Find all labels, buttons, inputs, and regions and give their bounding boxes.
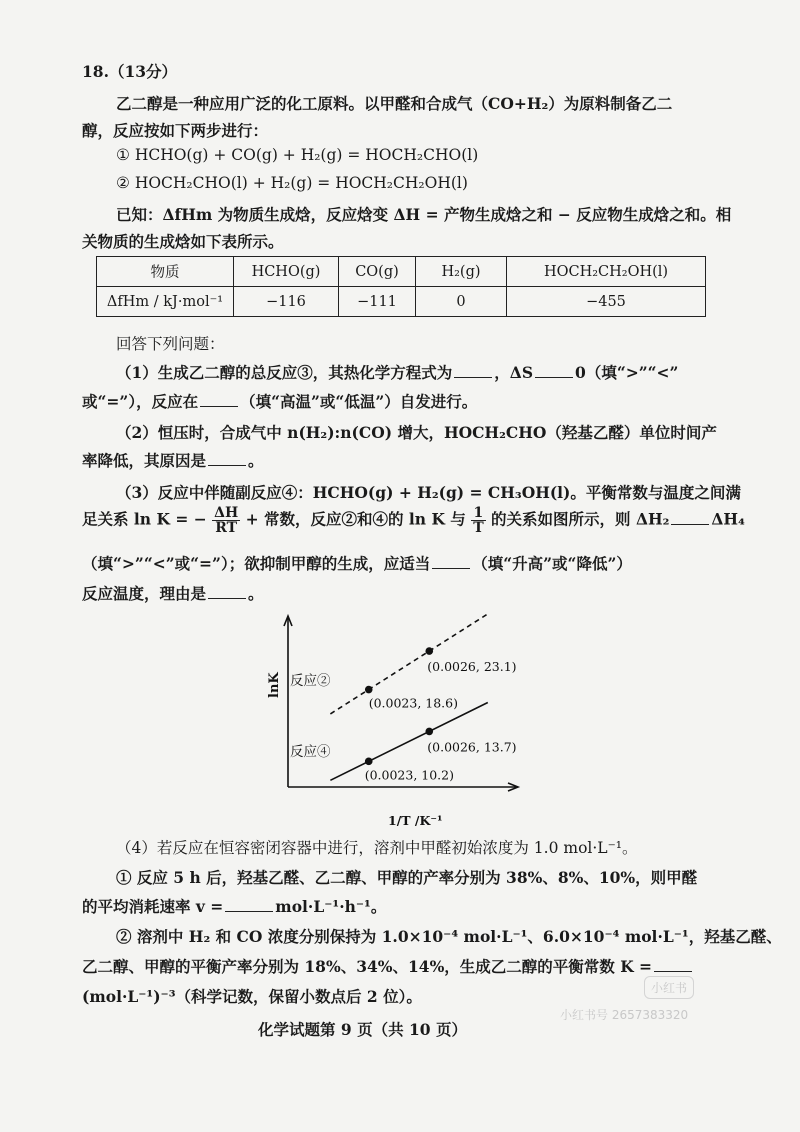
q4-text-c1: 的平均消耗速率 v = [82,897,224,916]
table-cell: −116 [234,287,339,317]
table-cell: 0 [416,287,507,317]
data-point [365,758,373,766]
q2-text-b: 率降低，其原因是 [82,451,207,470]
q3-text-d2: 。 [248,584,264,603]
fraction-numerator: ΔH [214,505,239,521]
intro-line-1: 乙二醇是一种应用广泛的化工原料。以甲醛和合成气（CO+H₂）为原料制备乙二 [116,94,673,113]
q1-line-1 [116,361,678,383]
page-footer: 化学试题第 9 页（共 10 页） [258,1020,467,1039]
table-row-label: ΔfHm / kJ·mol⁻¹ [97,287,234,317]
answer-blank[interactable] [208,464,246,466]
watermark-logo: 小红书 [644,976,694,999]
q3-text-b1: 足关系 ln K = − [82,509,207,529]
known-line-2: 关物质的生成焓如下表所示。 [82,232,284,251]
x-axis-label: 1/T /K⁻¹ [388,813,443,828]
q2-text-c: 。 [248,451,264,470]
q4-line-5 [82,955,694,977]
table-header-cell: CO(g) [339,257,416,287]
data-point [425,728,433,736]
q1-text-e: （填“高温”或“低温”）自发进行。 [240,392,478,411]
table-cell: −455 [507,287,706,317]
fraction-dh-rt [212,506,240,535]
answer-blank[interactable] [654,970,692,972]
table-header-cell: HOCH₂CH₂OH(l) [507,257,706,287]
q1-line-2 [82,390,477,412]
data-point [365,686,373,694]
point-label: (0.0026, 23.1) [427,659,517,675]
q3-line-1: （3）反应中伴随副反应④：HCHO(g) + H₂(g) = CH₃OH(l)。平衡常数与温度之间满 [116,483,741,502]
answer-blank[interactable] [200,405,238,407]
q3-text-d1: 反应温度，理由是 [82,584,207,603]
series-label-reaction-2: 反应② [290,672,331,689]
question-number: 18.（13分） [82,62,178,81]
table-header-cell: 物质 [97,257,234,287]
point-label: (0.0023, 10.2) [364,767,455,783]
q4-line-6: (mol·L⁻¹)⁻³（科学记数，保留小数点后 2 位）。 [82,987,422,1006]
watermark-text: 小红书号 2657383320 [560,1008,689,1022]
q4-text-e1: 乙二醇、甲醇的平衡产率分别为 18%、34%、14%，生成乙二醇的平衡常数 K = [82,957,653,976]
q4-line-1: （4）若反应在恒容密闭容器中进行，溶剂中甲醛初始浓度为 1.0 mol·L⁻¹。 [116,839,638,857]
table-header-cell: HCHO(g) [234,257,339,287]
enthalpy-table [96,256,706,317]
table-header-cell: H₂(g) [416,257,507,287]
point-label: (0.0023, 18.6) [368,695,459,711]
q4-line-3 [82,895,386,917]
q3-text-b3: 的关系如图所示，则 ΔH₂ [491,509,670,529]
q2-line-1: （2）恒压时，合成气中 n(H₂):n(CO) 增大，HOCH₂CHO（羟基乙醛）单位时间产 [116,423,717,442]
fraction-denominator: RT [215,520,238,536]
reaction-1: ① HCHO(g) + CO(g) + H₂(g) = HOCH₂CHO(l) [116,146,479,164]
series-label-reaction-4: 反应④ [290,743,331,760]
q1-text-c: 0（填“>”“<” [575,363,679,382]
q3-text-c1: （填“>”“<”或“=”）；欲抑制甲醇的生成，应适当 [82,554,431,573]
q4-line-2: ① 反应 5 h 后，羟基乙醛、乙二醇、甲醇的产率分别为 38%、8%、10%，则甲醛 [116,868,698,887]
y-axis-label: lnK [267,672,282,698]
answer-blank[interactable] [208,597,246,599]
answer-blank[interactable] [225,910,273,912]
questions-prompt: 回答下列问题： [116,335,225,353]
table-row [97,287,706,317]
known-line-1: 已知：ΔfHm 为物质生成焓，反应焓变 ΔH = 产物生成焓之和 − 反应物生成焓之和。相 [116,205,732,224]
answer-blank[interactable] [432,567,470,569]
q3-line-3 [82,552,632,574]
answer-blank[interactable] [671,523,709,525]
q4-text-c2: mol·L⁻¹·h⁻¹。 [275,897,387,916]
q2-line-2 [82,449,264,471]
q3-text-b2: + 常数，反应②和④的 ln K 与 [245,509,466,529]
q3-text-c2: （填“升高”或“降低”） [472,554,632,573]
q1-text-b: ，ΔS [494,363,534,382]
fraction-denominator: T [473,520,484,536]
fraction-one-over-t [471,506,485,535]
data-point [425,647,433,655]
lnk-chart [260,612,550,837]
table-cell: −111 [339,287,416,317]
answer-blank[interactable] [454,376,492,378]
q1-text-a: （1）生成乙二醇的总反应③，其热化学方程式为 [116,363,453,382]
table-header-row [97,257,706,287]
fraction-numerator: 1 [471,506,485,521]
point-label: (0.0026, 13.7) [427,739,517,755]
q3-line-2 [82,506,745,535]
q4-line-4: ② 溶剂中 H₂ 和 CO 浓度分别保持为 1.0×10⁻⁴ mol·L⁻¹、6.0×10⁻⁴ mol·L⁻¹，羟基乙醛、 [116,927,782,946]
q1-text-d: 或“=”），反应在 [82,392,199,411]
answer-blank[interactable] [535,376,573,378]
q3-line-4 [82,582,264,604]
intro-line-2: 醇，反应按如下两步进行： [82,121,269,140]
q3-text-b4: ΔH₄ [711,509,745,529]
reaction-2: ② HOCH₂CHO(l) + H₂(g) = HOCH₂CH₂OH(l) [116,174,468,192]
